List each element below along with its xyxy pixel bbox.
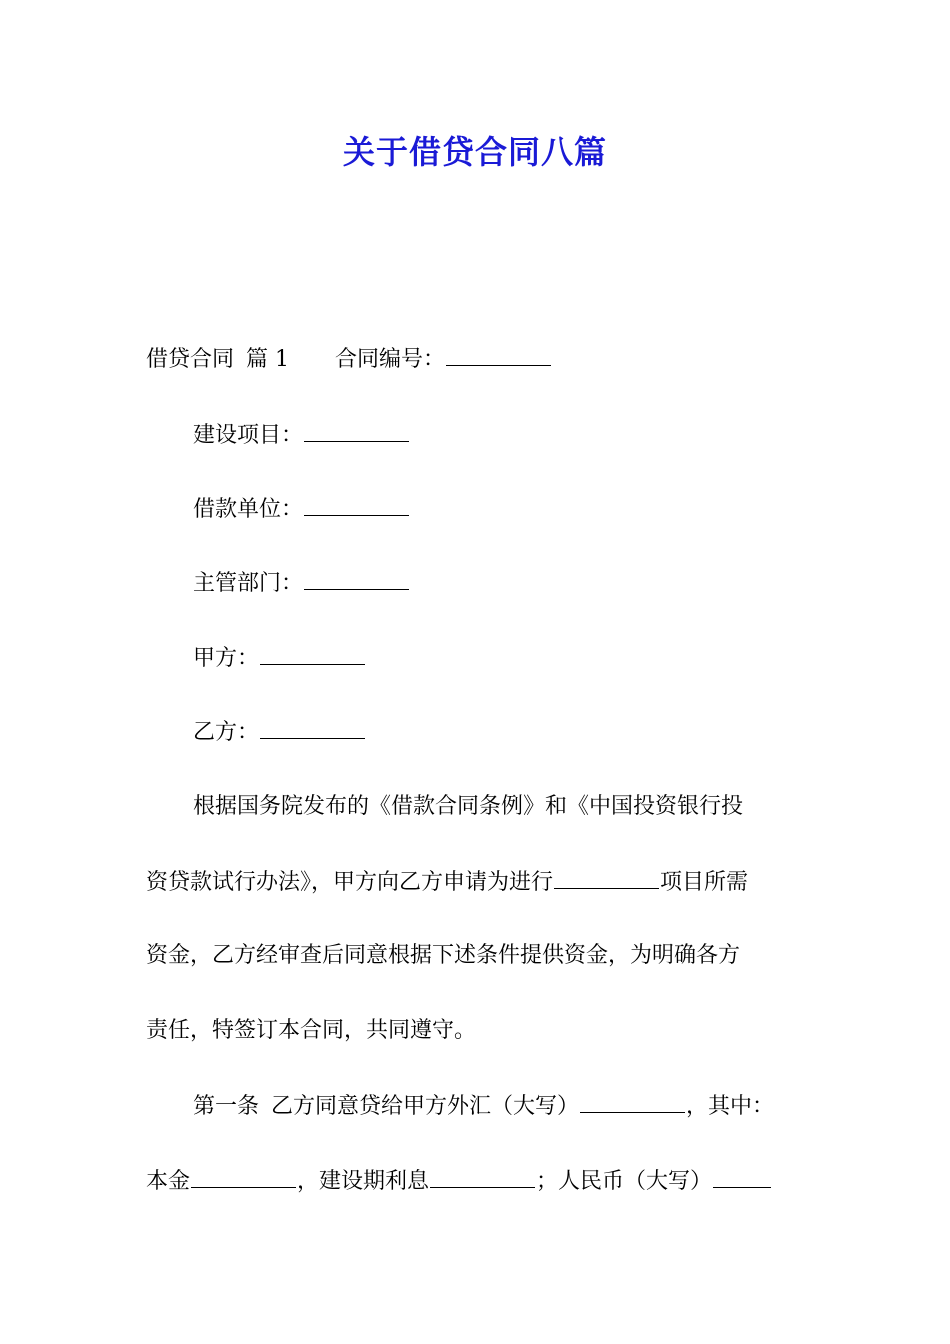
contract-number-blank (446, 343, 551, 366)
section-label: 借贷合同 (146, 347, 235, 372)
article-1-text-2c: ；人民币（大写） (536, 1169, 713, 1194)
part-label: 篇 1 (246, 347, 290, 372)
field-project (193, 419, 410, 452)
party-a-blank (260, 642, 365, 665)
article-1-text-1c: ，其中： (686, 1094, 775, 1119)
party-b-blank (260, 716, 365, 739)
project-name-blank (554, 866, 659, 889)
article-1-heading: 第一条 (193, 1094, 260, 1119)
project-blank (304, 419, 409, 442)
preamble-line-3 (146, 940, 740, 972)
preamble-text-1: 根据国务院发布的《借款合同条例》和《中国投资银行投 (193, 794, 744, 819)
authority-blank (304, 567, 409, 590)
principal-blank (191, 1165, 296, 1188)
field-party-b (193, 716, 366, 749)
foreign-loan-amount-blank (580, 1090, 685, 1113)
contract-number-label: 合同编号： (335, 347, 446, 372)
preamble-line-1 (193, 791, 743, 823)
authority-label: 主管部门： (193, 571, 304, 596)
field-party-a (193, 642, 366, 675)
interest-blank (430, 1165, 535, 1188)
article-1-line-2 (146, 1165, 772, 1198)
preamble-text-4: 责任，特签订本合同，共同遵守。 (146, 1018, 477, 1043)
field-authority (193, 567, 410, 600)
article-1-text-2a: 本金 (146, 1169, 191, 1194)
rmb-amount-blank (713, 1165, 771, 1188)
field-borrower (193, 493, 410, 526)
preamble-line-4 (146, 1015, 476, 1047)
borrower-label: 借款单位： (193, 497, 304, 522)
preamble-text-2b: 项目所需 (660, 870, 749, 895)
document-title: 关于借贷合同八篇 (342, 133, 607, 171)
preamble-line-2 (146, 866, 748, 899)
article-1-line-1 (193, 1090, 774, 1123)
article-1-text-2b: ，建设期利息 (297, 1169, 430, 1194)
party-a-label: 甲方： (193, 646, 260, 671)
contract-header-line (146, 343, 552, 376)
article-1-text-1b: 乙方同意贷给甲方外汇（大写） (271, 1094, 580, 1119)
preamble-text-2a: 资贷款试行办法》，甲方向乙方申请为进行 (146, 870, 554, 895)
project-label: 建设项目： (193, 423, 304, 448)
borrower-blank (304, 493, 409, 516)
party-b-label: 乙方： (193, 720, 260, 745)
preamble-text-3: 资金，乙方经审查后同意根据下述条件提供资金，为明确各方 (146, 943, 741, 968)
